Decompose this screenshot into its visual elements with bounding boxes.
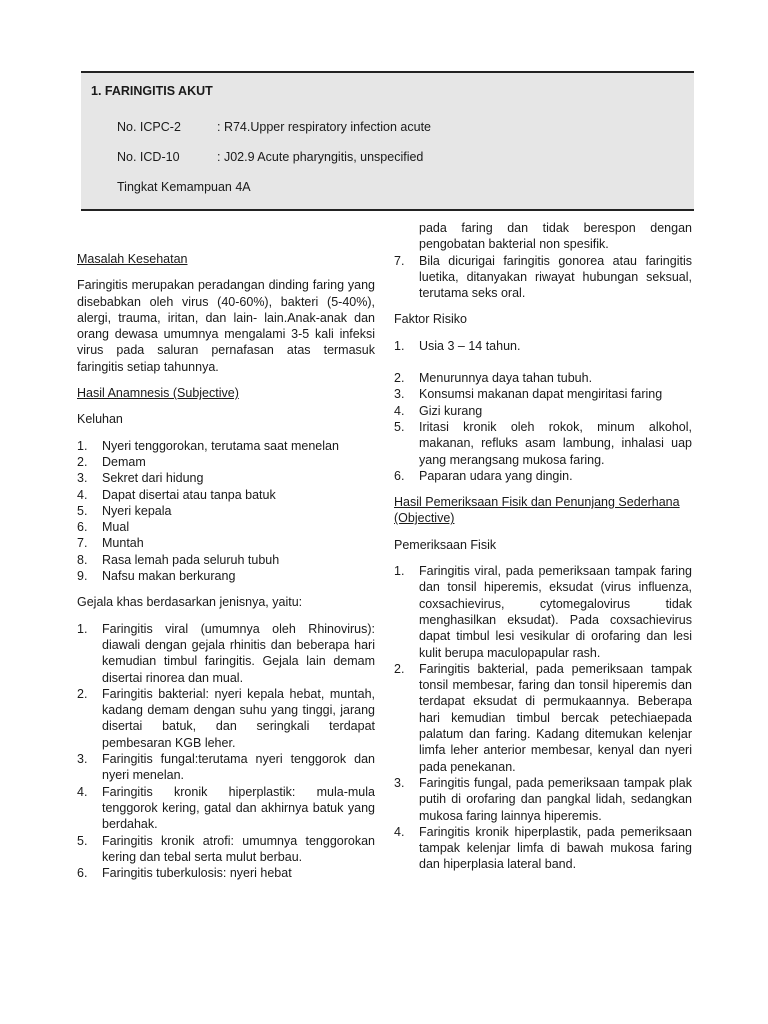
list-item: 6. Mual	[77, 520, 130, 535]
icpc-value: : R74.Upper respiratory infection acute	[217, 120, 431, 134]
list-item: 4. Gizi kurang	[394, 403, 483, 418]
section-title: 1. FARINGITIS AKUT	[91, 84, 213, 98]
anamnesis-continued-list	[394, 253, 692, 302]
list-item: 1. Usia 3 – 14 tahun.	[394, 338, 521, 353]
icd-row	[117, 150, 423, 164]
list-item: 1. Faringitis viral, pada pemeriksaan tampak faring dan tonsil hiperemis, eksudat (virus influenza, coxsachievirus, cytomegalovirus tidak menghasilkan eksudat). Pada coxsachievirus dapat timbul lesi vesikular di orofaring dan lesi kulit berupa maculopapular rash.	[394, 564, 692, 660]
list-item: 1. Faringitis viral (umumnya oleh Rhinovirus): diawali dengan gejala rhinitis dan beberapa hari kemudian timbul faringitis. Gejala lain demam disertai rinorea dan mual.	[77, 621, 375, 685]
continuation-text: pada faring dan tidak berespon dengan pengobatan bakterial non spesifik.	[419, 221, 692, 252]
gejala-intro: Gejala khas berdasarkan jenisnya, yaitu:	[77, 595, 303, 610]
list-item: 5. Faringitis kronik atrofi: umumnya tenggorokan kering dan tebal serta mulut berbau.	[77, 833, 375, 864]
header-box	[81, 71, 694, 211]
faktor-list	[394, 338, 692, 484]
list-item: 8. Rasa lemah pada seluruh tubuh	[77, 552, 280, 567]
list-item: 2. Menurunnya daya tahan tubuh.	[394, 371, 593, 386]
list-item: 4. Faringitis kronik hiperplastik, pada pemeriksaan tampak kelenjar limfa di bawah mukosa faring dan hiperplasia lateral band.	[394, 824, 692, 872]
icd-value: : J02.9 Acute pharyngitis, unspecified	[217, 150, 424, 164]
competency-level: Tingkat Kemampuan 4A	[117, 180, 251, 194]
anamnesis-heading: Hasil Anamnesis (Subjective)	[77, 386, 239, 401]
icpc-label: No. ICPC-2	[117, 120, 181, 134]
keluhan-heading: Keluhan	[77, 412, 123, 427]
list-item: 2. Faringitis bakterial, pada pemeriksaan tampak tonsil membesar, faring dan tonsil hiperemis dan terdapat eksudat di permukaannya. Beberapa hari kemudian timbul bercak petechiaepada palatum dan faring. Kadang ditemukan kelenjar limfa leher anterior membesar, kenyal dan nyeri pada penekanan.	[394, 661, 692, 774]
masalah-text: Faringitis merupakan peradangan dinding faring yang disebabkan oleh virus (40-60%), bakteri (5-40%), alergi, trauma, iritan, dan lain- lain.Anak-anak dan orang dewasa umumnya mengalami 3-5 kali infeksi virus pada saluran pernafasan atas termasuk faringitis setiap tahunnya.	[77, 278, 375, 374]
list-item: 6. Paparan udara yang dingin.	[394, 468, 573, 483]
masalah-heading: Masalah Kesehatan	[77, 252, 188, 266]
list-item: 5. Nyeri kepala	[77, 503, 172, 518]
list-item: 4. Faringitis kronik hiperplastik: mula-mula tenggorok kering, gatal dan akhirnya batuk yang berdahak.	[77, 784, 375, 832]
keluhan-list	[77, 438, 375, 585]
list-item: 3. Faringitis fungal, pada pemeriksaan tampak plak putih di orofaring dan pangkal lidah, sedangkan mukosa faring lainnya hiperemis.	[394, 775, 692, 823]
list-item: 2. Demam	[77, 454, 146, 469]
gejala-list	[77, 621, 375, 882]
icd-label: No. ICD-10	[117, 150, 180, 164]
pemeriksaan-heading: Hasil Pemeriksaan Fisik dan Penunjang Sederhana (Objective)	[394, 495, 680, 526]
list-item: 1. Nyeri tenggorokan, terutama saat menelan	[77, 438, 339, 453]
fisik-list	[394, 563, 692, 873]
list-item: 9. Nafsu makan berkurang	[77, 569, 236, 584]
list-item: 5. Iritasi kronik oleh rokok, minum alkohol, makanan, refluks asam lambung, inhalasi uap yang merangsang mukosa faring.	[394, 419, 692, 467]
list-item: 6. Faringitis tuberkulosis: nyeri hebat	[77, 866, 292, 881]
fisik-heading: Pemeriksaan Fisik	[394, 537, 497, 552]
list-item: 3. Konsumsi makanan dapat mengiritasi faring	[394, 387, 663, 402]
left-column	[77, 220, 375, 881]
list-item: 3. Sekret dari hidung	[77, 471, 204, 486]
list-item: 7. Muntah	[77, 536, 144, 551]
icpc-row	[117, 120, 431, 134]
list-item: 4. Dapat disertai atau tanpa batuk	[77, 487, 276, 502]
right-column	[394, 220, 692, 873]
list-item: 7. Bila dicurigai faringitis gonorea atau faringitis luetika, ditanyakan riwayat hubungan seksual, terutama seks oral.	[394, 253, 692, 301]
faktor-heading: Faktor Risiko	[394, 312, 467, 327]
list-item: 3. Faringitis fungal:terutama nyeri tenggorok dan nyeri menelan.	[77, 752, 375, 783]
list-item: 2. Faringitis bakterial: nyeri kepala hebat, muntah, kadang demam dengan suhu yang tinggi, jarang disertai batuk, dan seringkali terdapat pembesaran KGB leher.	[77, 686, 375, 750]
